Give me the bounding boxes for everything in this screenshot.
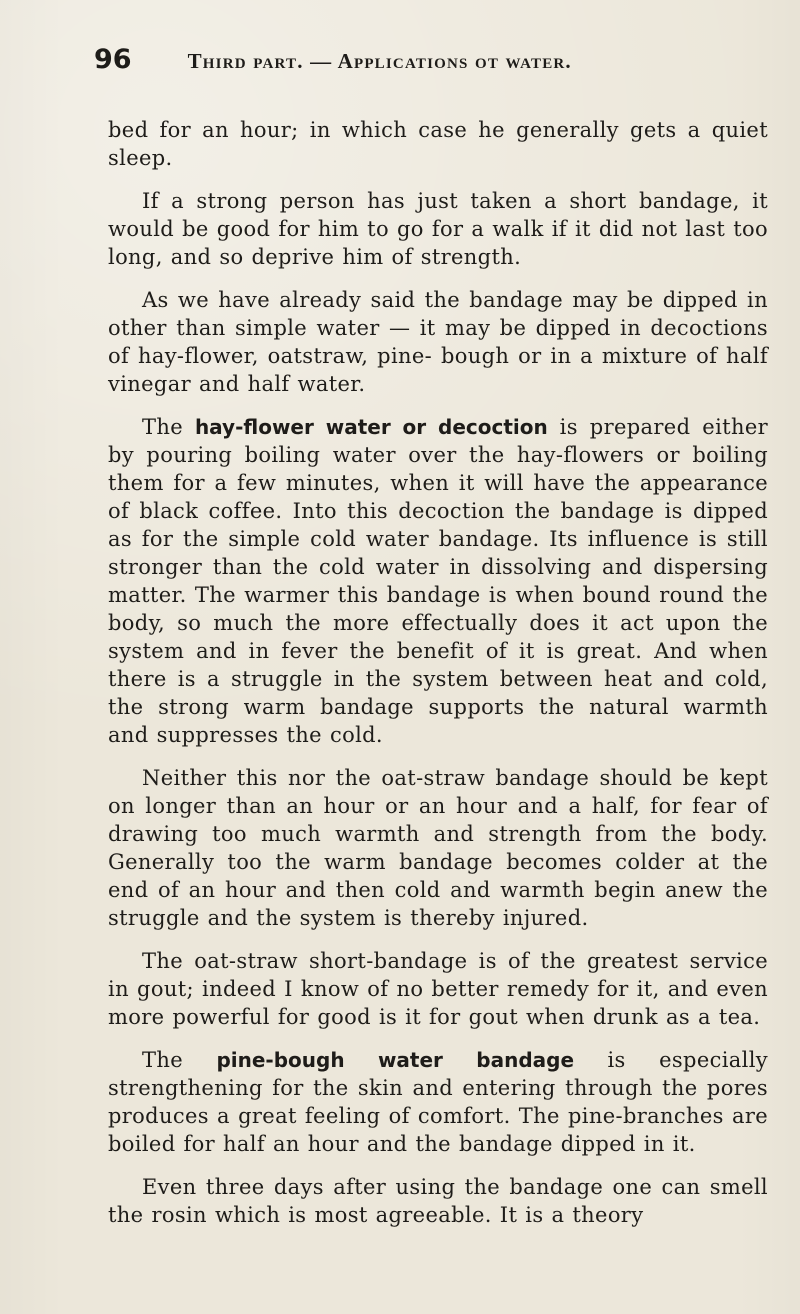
paragraph-4 [108,413,768,749]
body-text [108,116,768,1229]
paragraph-text: As we have already said the bandage may be dipped in other than simple water — it may be dipped in decoctions of hay-flower, oatstraw, pine- bough or in a mixture of half vinegar and half water. [108,288,768,396]
paragraph-intro: The [142,1048,217,1072]
page-number: 96 [94,44,132,75]
paragraph-text: bed for an hour; in which case he generally gets a quiet sleep. [108,118,768,170]
running-head: Third part. — Applications ot water. [187,49,572,73]
paragraph-5 [108,764,768,932]
paragraph-1 [108,116,768,172]
paragraph-text: Neither this nor the oat-straw bandage should be kept on longer than an hour or an hour and a half, for fear of drawing too much warmth and strength from the body. Generally too the warm bandage becomes colder at the end of an hour and then cold and warmth begin anew the struggle and the system is thereby injured. [108,766,768,930]
paragraph-6 [108,947,768,1031]
page-header [94,44,654,78]
paragraph-7 [108,1046,768,1158]
paragraph-text: Even three days after using the bandage one can smell the rosin which is most agreeable. It is a theory [108,1175,768,1227]
paragraph-intro: The [142,415,195,439]
paragraph-text: is especially strengthening for the skin and entering through the pores produces a great feeling of comfort. The pine-branches are boiled for half an hour and the bandage dipped in it. [108,1048,768,1156]
pine-bough-term: pine-bough water bandage [216,1048,575,1072]
paragraph-8 [108,1173,768,1229]
hay-flower-term: hay-flower water or decoction [194,415,548,439]
paragraph-text: The oat-straw short-bandage is of the greatest service in gout; indeed I know of no better remedy for it, and even more powerful for good is it for gout when drunk as a tea. [108,949,768,1029]
paragraph-text: is prepared either by pouring boiling water over the hay-flowers or boiling them for a few minutes, when it will have the appearance of black coffee. Into this decoction the bandage is dipped as for the simple cold water bandage. Its influence is still stronger than the cold water in dissolving and dispersing matter. The warmer this bandage is when bound round the body, so much the more effectually does it act upon the system and in fever the benefit of it is great. And when there is a struggle in the system between heat and cold, the strong warm bandage supports the natural warmth and suppresses the cold. [108,415,768,747]
paragraph-2 [108,187,768,271]
paragraph-text: If a strong person has just taken a short bandage, it would be good for him to go for a walk if it did not last too long, and so deprive him of strength. [108,189,768,269]
paragraph-3 [108,286,768,398]
